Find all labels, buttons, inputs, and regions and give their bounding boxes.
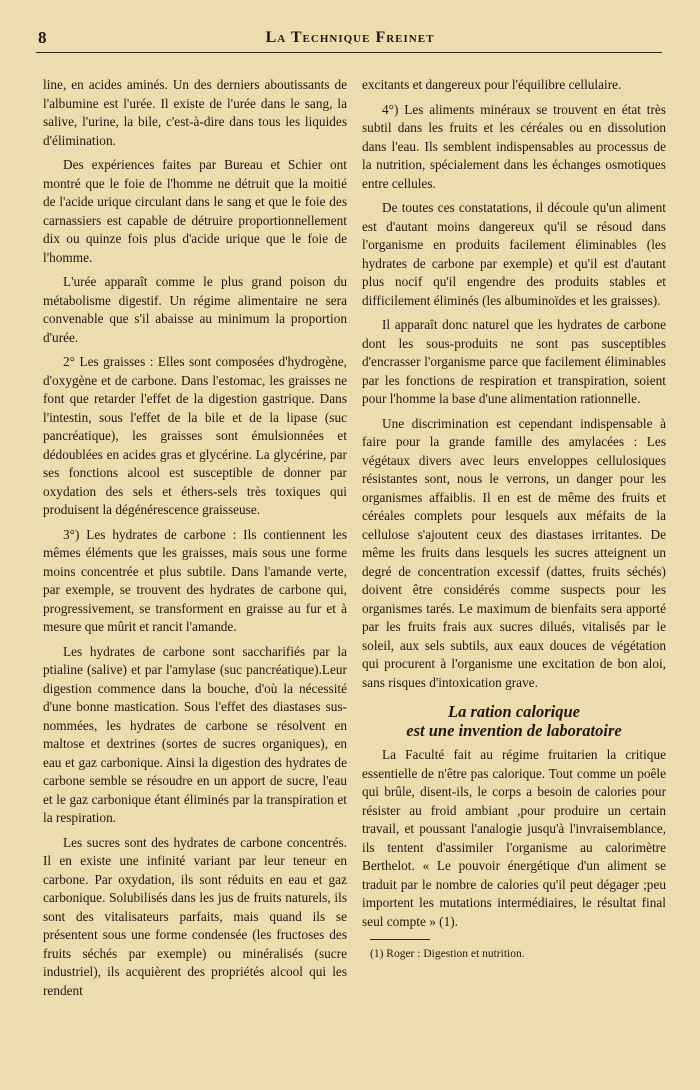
section-title-line: La ration calorique [447, 702, 580, 721]
paragraph: Des expériences faites par Bureau et Schier ont montré que le foie de l'homme ne détruit que la moitié de l'acide urique circulant dans le sang et que le foie des carnassiers est capable de détruire proportionnellement dix ou quinze fois plus d'acide urique que le foie de l'homme. [43, 157, 347, 265]
footnote: (1) Roger : Digestion et nutrition. [370, 948, 525, 960]
page-header [38, 26, 662, 54]
section-title-line: est une invention de laboratoire [406, 721, 622, 740]
paragraph: 2° Les graisses : Elles sont composées d'hydrogène, d'oxygène et de carbone. Dans l'estomac, les graisses ne font que retarder l'effet de la digestion gastrique. Dans l'intestin, sous l'effet de la bile et de la lipase (suc pancréatique), les graisses sont émulsionnées et dédoublées en acides gras et glycérine. La glycérine, par ses fonctions alcool est susceptible de donner par oxydation des sels et éthers-sels très toxiques qui produisent la dégénérescence graisseuse. [43, 354, 347, 517]
right-column [362, 76, 666, 962]
paragraph: Une discrimination est cependant indispensable à faire pour la grande famille des amylacées : Les végétaux divers avec leurs enveloppes cellulosiques résistantes sont, nous le verrons, un danger pour les organismes affaiblis. Il en est de même des fruits et céréales complets pour lesquels aux méfaits de la cellulose s'ajoutent ceux des diastases irritantes. De même les fruits dans lesquels les sucres atteignent un degré de concentration excessif (dattes, fruits séchés) doivent être considérés comme suspects pour les organismes tarés. Le maximum de bienfaits sera apporté par les fruits frais aux sucres dilués, vitalisés par le soleil, aux sels subtils, aux eaux douces de végétation qui procurent à l'organisme une excitation de bon aloi, sans risques d'intoxication grave. [362, 415, 666, 690]
paragraph: Il apparaît donc naturel que les hydrates de carbone dont les sous-produits ne sont pas susceptibles d'encrasser l'organisme parce que facilement éliminables par les fonctions de respiration et transpiration, soient pour l'homme la base d'une alimentation rationnelle. [362, 317, 666, 406]
paragraph: L'urée apparaît comme le plus grand poison du métabolisme digestif. Un régime alimentaire ne sera convenable que s'il abaisse au minimum la proportion d'urée. [43, 274, 347, 345]
paragraph: Les sucres sont des hydrates de carbone concentrés. Il en existe une infinité variant par leur teneur en carbone. Par oxydation, ils sont réduits en eau et gaz carbonique. Solubilisés dans les jus de fruits naturels, ils sont des vitalisateurs parfaits, mais quand ils se présentent sous une forme condensée (les fructoses des fruits séchés par exemple) ou minéralisés (sucre industriel), ils acquièrent des propriétés alcool qui les rendent [43, 834, 347, 998]
header-rule [36, 52, 662, 53]
running-title: La Technique Freinet [265, 29, 435, 46]
paragraph: Les hydrates de carbone sont saccharifiés par la ptialine (salive) et par l'amylase (suc pancréatique).Leur digestion commence dans la bouche, d'où la nécessité d'une bonne mastication. Sous l'effet des diastases sus-nommées, les hydrates de carbone se résolvent en maltose et dextrines (sortes de sucres organiques), en eau et gaz carbonique. Ainsi la digestion des hydrates de carbone semble se résoudre en un apport de sucre, l'eau et le gaz carbonique étant éliminés par la transpiration et la respiration. [43, 643, 347, 825]
paragraph: La Faculté fait au régime fruitarien la critique essentielle de n'être pas calorique. Tout comme un poêle qui brûle, disent-ils, le corps a besoin de calories pour résister au froid ambiant ,pour produire un certain travail, et poussant l'analogie jusqu'à l'invraisemblance, ils tentent d'assimiler l'organisme au calorimètre Berthelot. « Le pouvoir énergétique d'un aliment se traduit par le nombre de calories qu'il peut dégager ;peu importent les mutations intermédiaires, le résultat final seul compte » (1). [362, 747, 666, 929]
paragraph: 3°) Les hydrates de carbone : Ils contiennent les mêmes éléments que les graisses, mais sous une forme moins concentrée et plus subtile. Dans l'amande verte, par exemple, se trouvent des hydrates de carbone qui, progressivement, se transforment en graisse au fur et à mesure que mûrit et rancit l'amande. [43, 526, 347, 634]
paragraph: 4°) Les aliments minéraux se trouvent en état très subtil dans les fruits et les céréales ou en dissolution dans l'eau. Ils semblent indispensables au processus de la nutrition, spécialement dans les échanges osmotiques entre cellules. [362, 101, 666, 191]
section-title [362, 702, 666, 740]
left-column [43, 76, 347, 1006]
footnote-rule [370, 939, 430, 940]
paragraph: De toutes ces constatations, il découle qu'un aliment est d'autant moins dangereux qu'il se résoud dans l'organisme en produits facilement éliminables (les hydrates de carbone par exemple) et qu'il est d'autant plus nocif qu'il engendre des produits stables et difficilement éliminés (les albuminoïdes et les graisses). [362, 200, 666, 308]
page-number: 8 [38, 28, 47, 47]
paragraph: line, en acides aminés. Un des derniers aboutissants de l'albumine est l'urée. Il existe de l'urée dans le sang, la salive, l'urine, la bile, c'est-à-dire dans tous les liquides d'élimination. [43, 77, 347, 148]
paragraph: excitants et dangereux pour l'équilibre cellulaire. [362, 77, 622, 92]
